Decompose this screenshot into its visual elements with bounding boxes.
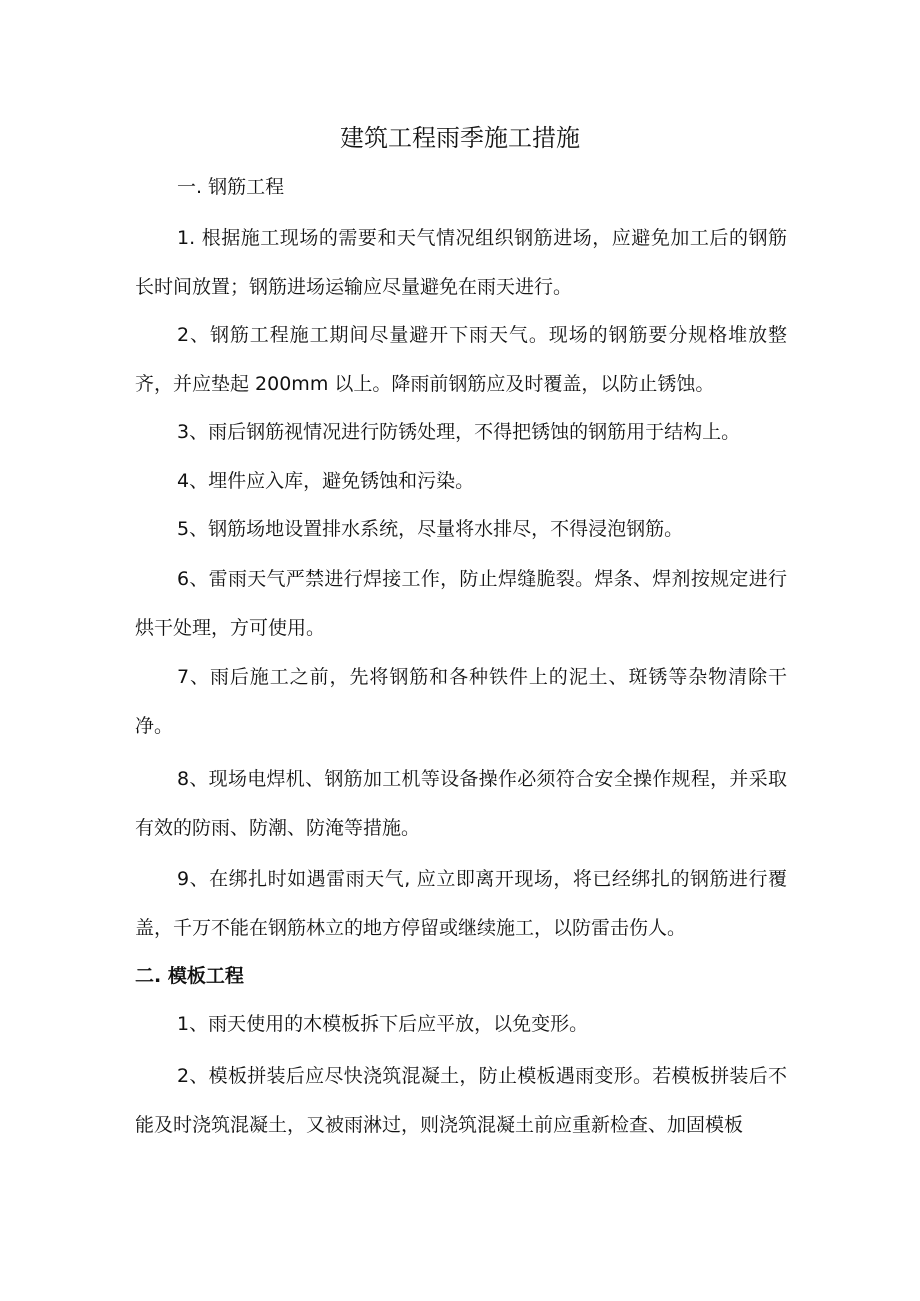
paragraph: 2、模板拼装后应尽快浇筑混凝土，防止模板遇雨变形。若模板拼装后不能及时浇筑混凝土，又被雨淋过，则浇筑混凝土前应重新检查、加固模板 — [135, 1065, 787, 1136]
section-heading-formwork: 二. 模板工程 — [135, 965, 244, 987]
paragraph: 9、在绑扎时如遇雷雨天气, 应立即离开现场，将已经绑扎的钢筋进行覆盖，千万不能在钢筋林立的地方停留或继续施工，以防雷击伤人。 — [135, 868, 787, 939]
document-title: 建筑工程雨季施工措施 — [340, 124, 580, 152]
paragraph: 2、钢筋工程施工期间尽量避开下雨天气。现场的钢筋要分规格堆放整齐，并应垫起 200mm 以上。降雨前钢筋应及时覆盖，以防止锈蚀。 — [135, 324, 787, 395]
paragraph: 6、雷雨天气严禁进行焊接工作，防止焊缝脆裂。焊条、焊剂按规定进行烘干处理，方可使用。 — [135, 568, 787, 639]
paragraph: 5、钢筋场地设置排水系统，尽量将水排尽，不得浸泡钢筋。 — [177, 518, 684, 540]
paragraph: 8、现场电焊机、钢筋加工机等设备操作必须符合安全操作规程，并采取有效的防雨、防潮、防淹等措施。 — [135, 768, 787, 839]
section-heading-rebar: 一. 钢筋工程 — [177, 176, 285, 198]
paragraph: 1、雨天使用的木模板拆下后应平放，以免变形。 — [177, 1013, 589, 1035]
paragraph: 7、雨后施工之前，先将钢筋和各种铁件上的泥土、斑锈等杂物清除干净。 — [135, 666, 787, 737]
paragraph: 4、埋件应入库，避免锈蚀和污染。 — [177, 470, 475, 492]
paragraph: 3、雨后钢筋视情况进行防锈处理，不得把锈蚀的钢筋用于结构上。 — [177, 421, 741, 443]
paragraph: 1. 根据施工现场的需要和天气情况组织钢筋进场，应避免加工后的钢筋长时间放置；钢筋进场运输应尽量避免在雨天进行。 — [135, 227, 787, 298]
